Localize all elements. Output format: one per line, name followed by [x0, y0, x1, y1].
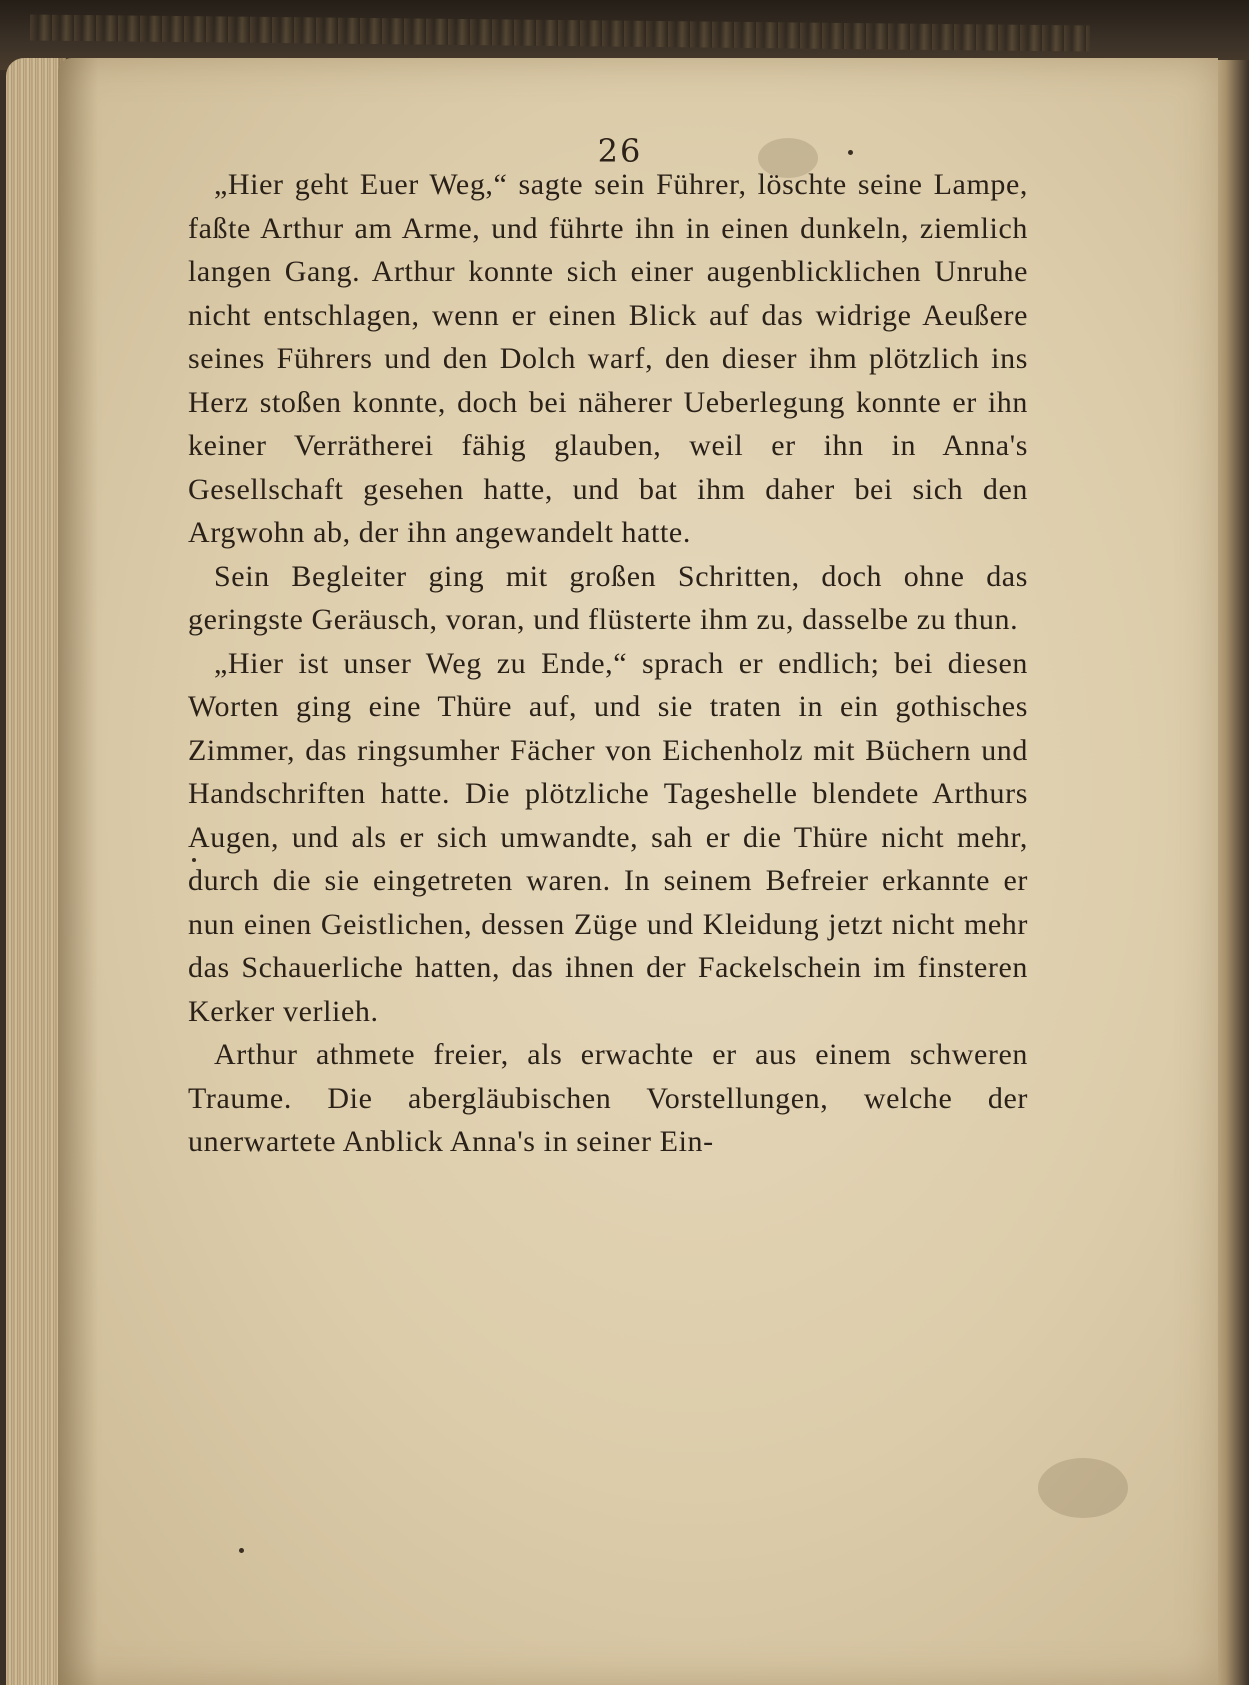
page-edges-left [6, 58, 66, 1685]
gutter-shadow [58, 58, 98, 1685]
cover-spine-pattern [30, 14, 1090, 51]
page-number: 26 [597, 132, 643, 170]
ink-speck [848, 150, 853, 155]
paragraph: „Hier ist unser Weg zu Ende,“ sprach er endlich; bei diesen Worten ging eine Thüre auf, und sie traten in ein gothisches Zimmer, das ringsumher Fächer von Eichenholz mit Büchern und Handschriften hatte. Die plötzliche Tageshelle blendete Arthurs Augen, und als er sich umwandte, sah er die Thüre nicht mehr, durch die sie eingetreten waren. In seinem Befreier erkannte er nun einen Geistlichen, dessen Züge und Kleidung jetzt nicht mehr das Schauerliche hatten, das ihnen der Fackelschein im finsteren Kerker verlieh. [188, 646, 1028, 1028]
ink-speck [239, 1548, 244, 1553]
paragraph: Arthur athmete freier, als erwachte er aus einem schweren Traume. Die abergläubischen Vorstellungen, welche der unerwartete Anblick Anna's in seiner Ein- [188, 1038, 1028, 1158]
paragraph: „Hier geht Euer Weg,“ sagte sein Führer, löschte seine Lampe, faßte Arthur am Arme, und führte ihn in einen dunkeln, ziemlich langen Gang. Arthur konnte sich einer augenblicklichen Unruhe nicht entschlagen, wenn er einen Blick auf das widrige Aeußere seines Führers und den Dolch warf, den dieser ihm plötzlich ins Herz stoßen konnte, doch bei näherer Ueberlegung konnte er ihn keiner Verrätherei fähig glauben, weil er ihn in Anna's Gesellschaft gesehen hatte, und bat ihm daher bei sich den Argwohn ab, der ihn angewandelt hatte. [188, 168, 1028, 549]
paragraph: Sein Begleiter ging mit großen Schritten, doch ohne das geringste Geräusch, voran, und flüsterte ihm zu, dasselbe zu thun. [188, 559, 1028, 636]
body-text [188, 163, 1028, 1164]
paper-stain [1038, 1458, 1128, 1518]
